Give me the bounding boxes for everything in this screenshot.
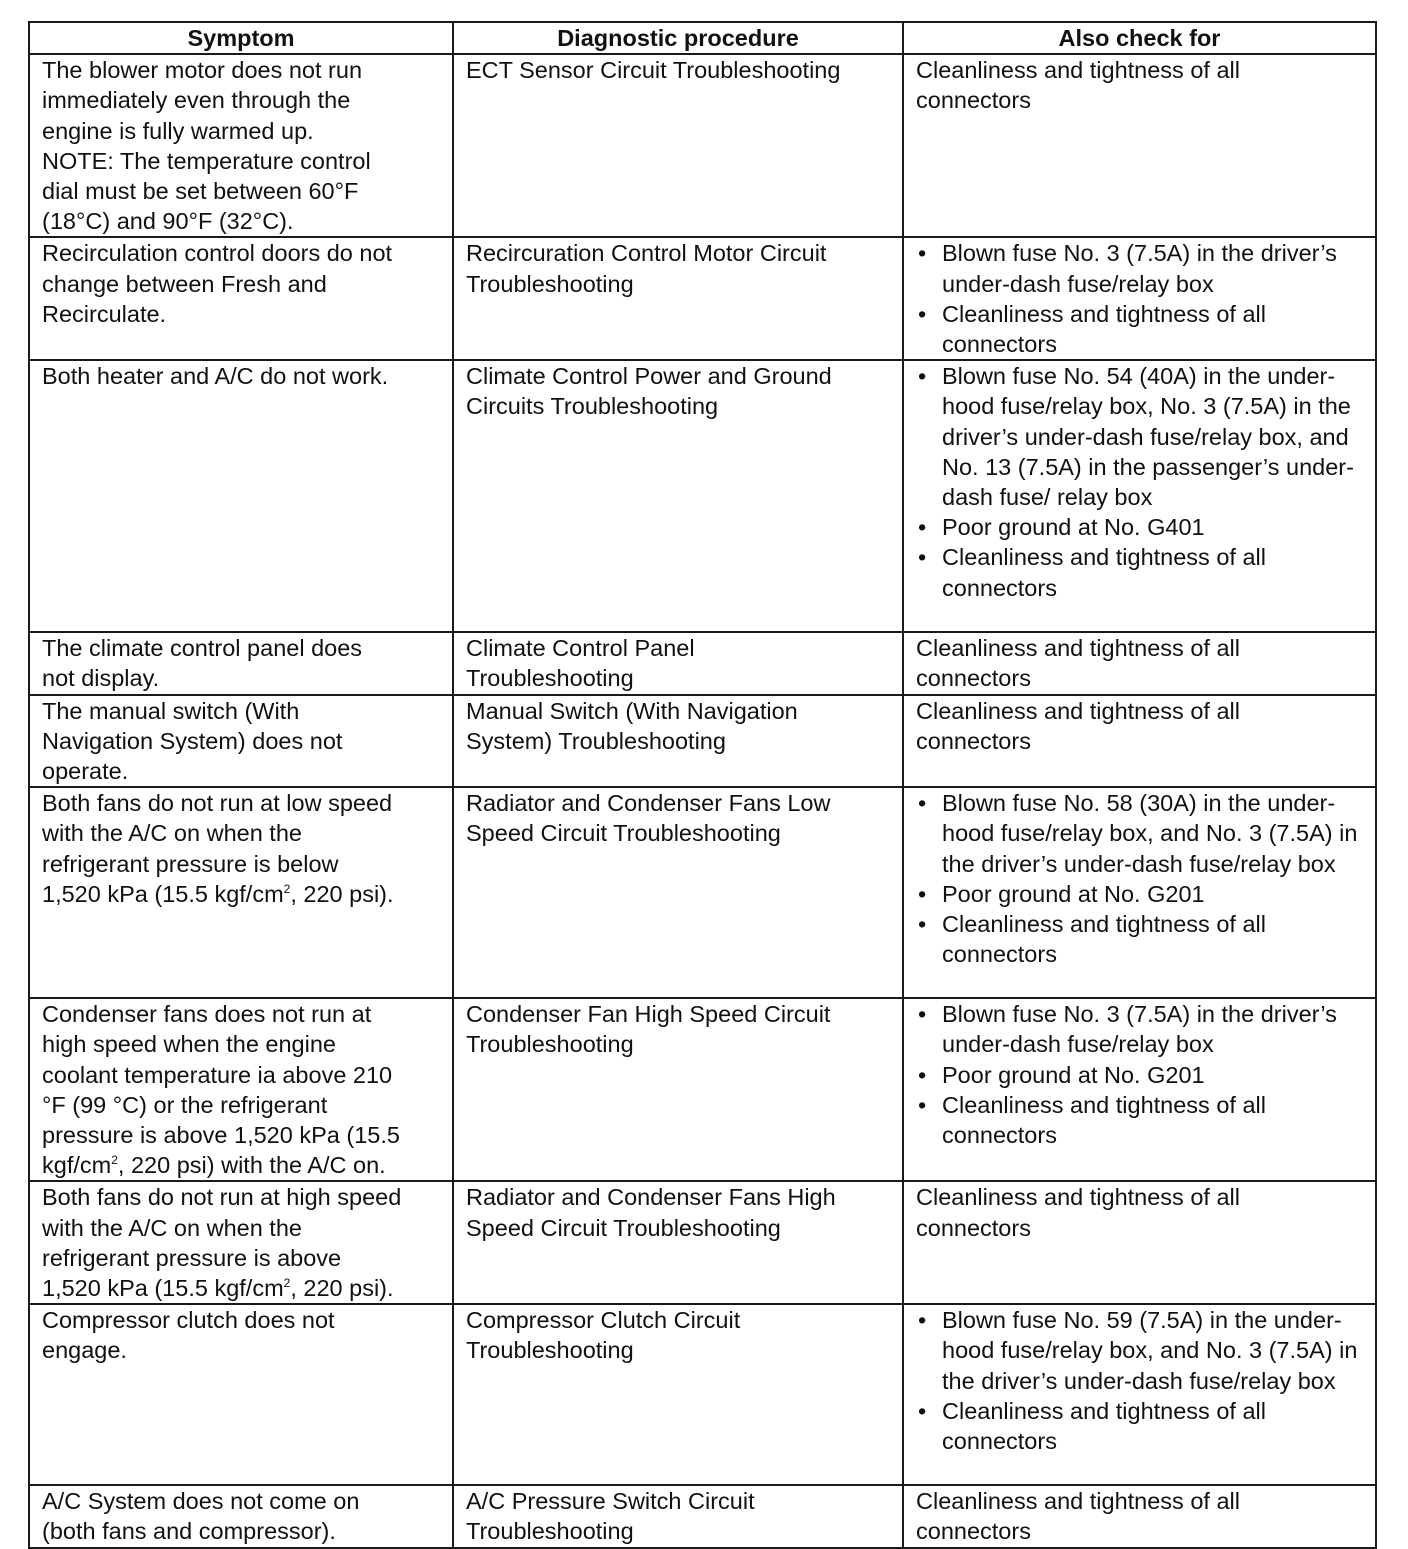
symptom-cell: Both heater and A/C do not work. [29,360,453,632]
also-check-cell: Cleanliness and tightness of all connectors [903,632,1376,694]
table-row [29,54,1376,237]
also-check-cell [903,360,1376,632]
symptom-cell: A/C System does not come on (both fans and compressor). [29,1485,453,1547]
symptom-text: Both fans do not run at low speed with the A/C on when the refrigerant pressure is below 1,520 kPa (15.5 kgf/cm [42,790,393,907]
list-item: • Blown fuse No. 54 (40A) in the under-hood fuse/relay box, No. 3 (7.5A) in the driver’s under-dash fuse/relay box, and No. 13 (7.5A) in the passenger’s under-dash fuse/ relay box [916,361,1365,512]
list-item: • Cleanliness and tightness of all connectors [916,299,1365,359]
symptom-text: , 220 psi). [290,880,394,907]
table-row [29,237,1376,360]
list-item: • Poor ground at No. G201 [916,879,1365,909]
procedure-cell: Condenser Fan High Speed Circuit Troubleshooting [453,998,903,1181]
troubleshooting-table [28,21,1377,1549]
list-item: • Cleanliness and tightness of all connectors [916,1396,1365,1456]
list-item: • Blown fuse No. 3 (7.5A) in the driver’s under-dash fuse/relay box [916,238,1365,298]
procedure-cell: Climate Control Panel Troubleshooting [453,632,903,694]
symptom-text: Condenser fans does not run at high speed when the engine coolant temperature ia above 210 °F (99 °C) or the refrigerant pressure is above 1,520 kPa (15.5 kgf/cm [42,1001,400,1179]
also-check-cell: Cleanliness and tightness of all connectors [903,695,1376,788]
list-item: • Cleanliness and tightness of all connectors [916,542,1365,602]
procedure-cell: Radiator and Condenser Fans High Speed Circuit Troubleshooting [453,1181,903,1304]
also-check-cell [903,787,1376,998]
table-row [29,1181,1376,1304]
also-check-cell [903,1304,1376,1485]
symptom-cell: The climate control panel does not display. [29,632,453,694]
table-row [29,1304,1376,1485]
header-row [29,22,1376,54]
symptom-cell: Recirculation control doors do not change between Fresh and Recirculate. [29,237,453,360]
table-row [29,360,1376,632]
table-row [29,998,1376,1181]
symptom-text: , 220 psi). [290,1275,394,1302]
symptom-cell: Compressor clutch does not engage. [29,1304,453,1485]
table-row [29,787,1376,998]
table-row [29,632,1376,694]
symptom-cell: The manual switch (With Navigation System) does not operate. [29,695,453,788]
procedure-cell: Climate Control Power and Ground Circuits Troubleshooting [453,360,903,632]
table-row [29,1485,1376,1547]
procedure-cell: Manual Switch (With Navigation System) Troubleshooting [453,695,903,788]
symptom-cell: The blower motor does not run immediately even through the engine is fully warmed up. NOTE: The temperature control dial must be set between 60°F (18°C) and 90°F (32°C). [29,54,453,237]
symptom-cell [29,787,453,998]
list-item: • Poor ground at No. G201 [916,1060,1365,1090]
superscript: 2 [283,882,291,897]
symptom-cell [29,998,453,1181]
procedure-cell: Recircuration Control Motor Circuit Troubleshooting [453,237,903,360]
superscript: 2 [111,1153,118,1168]
symptom-text: Both fans do not run at high speed with the A/C on when the refrigerant pressure is above 1,520 kPa (15.5 kgf/cm [42,1184,402,1302]
also-check-cell: Cleanliness and tightness of all connectors [903,1181,1376,1304]
also-check-cell [903,998,1376,1181]
list-item: • Cleanliness and tightness of all connectors [916,1090,1365,1150]
table-row [29,695,1376,788]
header-also-check: Also check for [903,22,1376,54]
header-procedure: Diagnostic procedure [453,22,903,54]
list-item: • Blown fuse No. 58 (30A) in the under-hood fuse/relay box, and No. 3 (7.5A) in the driver’s under-dash fuse/relay box [916,788,1365,879]
procedure-cell: Radiator and Condenser Fans Low Speed Circuit Troubleshooting [453,787,903,998]
procedure-cell: Compressor Clutch Circuit Troubleshooting [453,1304,903,1485]
procedure-cell: A/C Pressure Switch Circuit Troubleshooting [453,1485,903,1547]
also-check-cell: Cleanliness and tightness of all connectors [903,54,1376,237]
symptom-text: , 220 psi) with the A/C on. [117,1152,386,1179]
procedure-cell: ECT Sensor Circuit Troubleshooting [453,54,903,237]
list-item: • Blown fuse No. 59 (7.5A) in the under-hood fuse/relay box, and No. 3 (7.5A) in the driver’s under-dash fuse/relay box [916,1305,1365,1396]
list-item: • Poor ground at No. G401 [916,512,1365,542]
list-item: • Cleanliness and tightness of all connectors [916,909,1365,969]
list-item: • Blown fuse No. 3 (7.5A) in the driver’s under-dash fuse/relay box [916,999,1365,1059]
superscript: 2 [283,1276,291,1291]
also-check-cell [903,237,1376,360]
also-check-cell: Cleanliness and tightness of all connectors [903,1485,1376,1547]
header-symptom: Symptom [29,22,453,54]
symptom-cell [29,1181,453,1304]
